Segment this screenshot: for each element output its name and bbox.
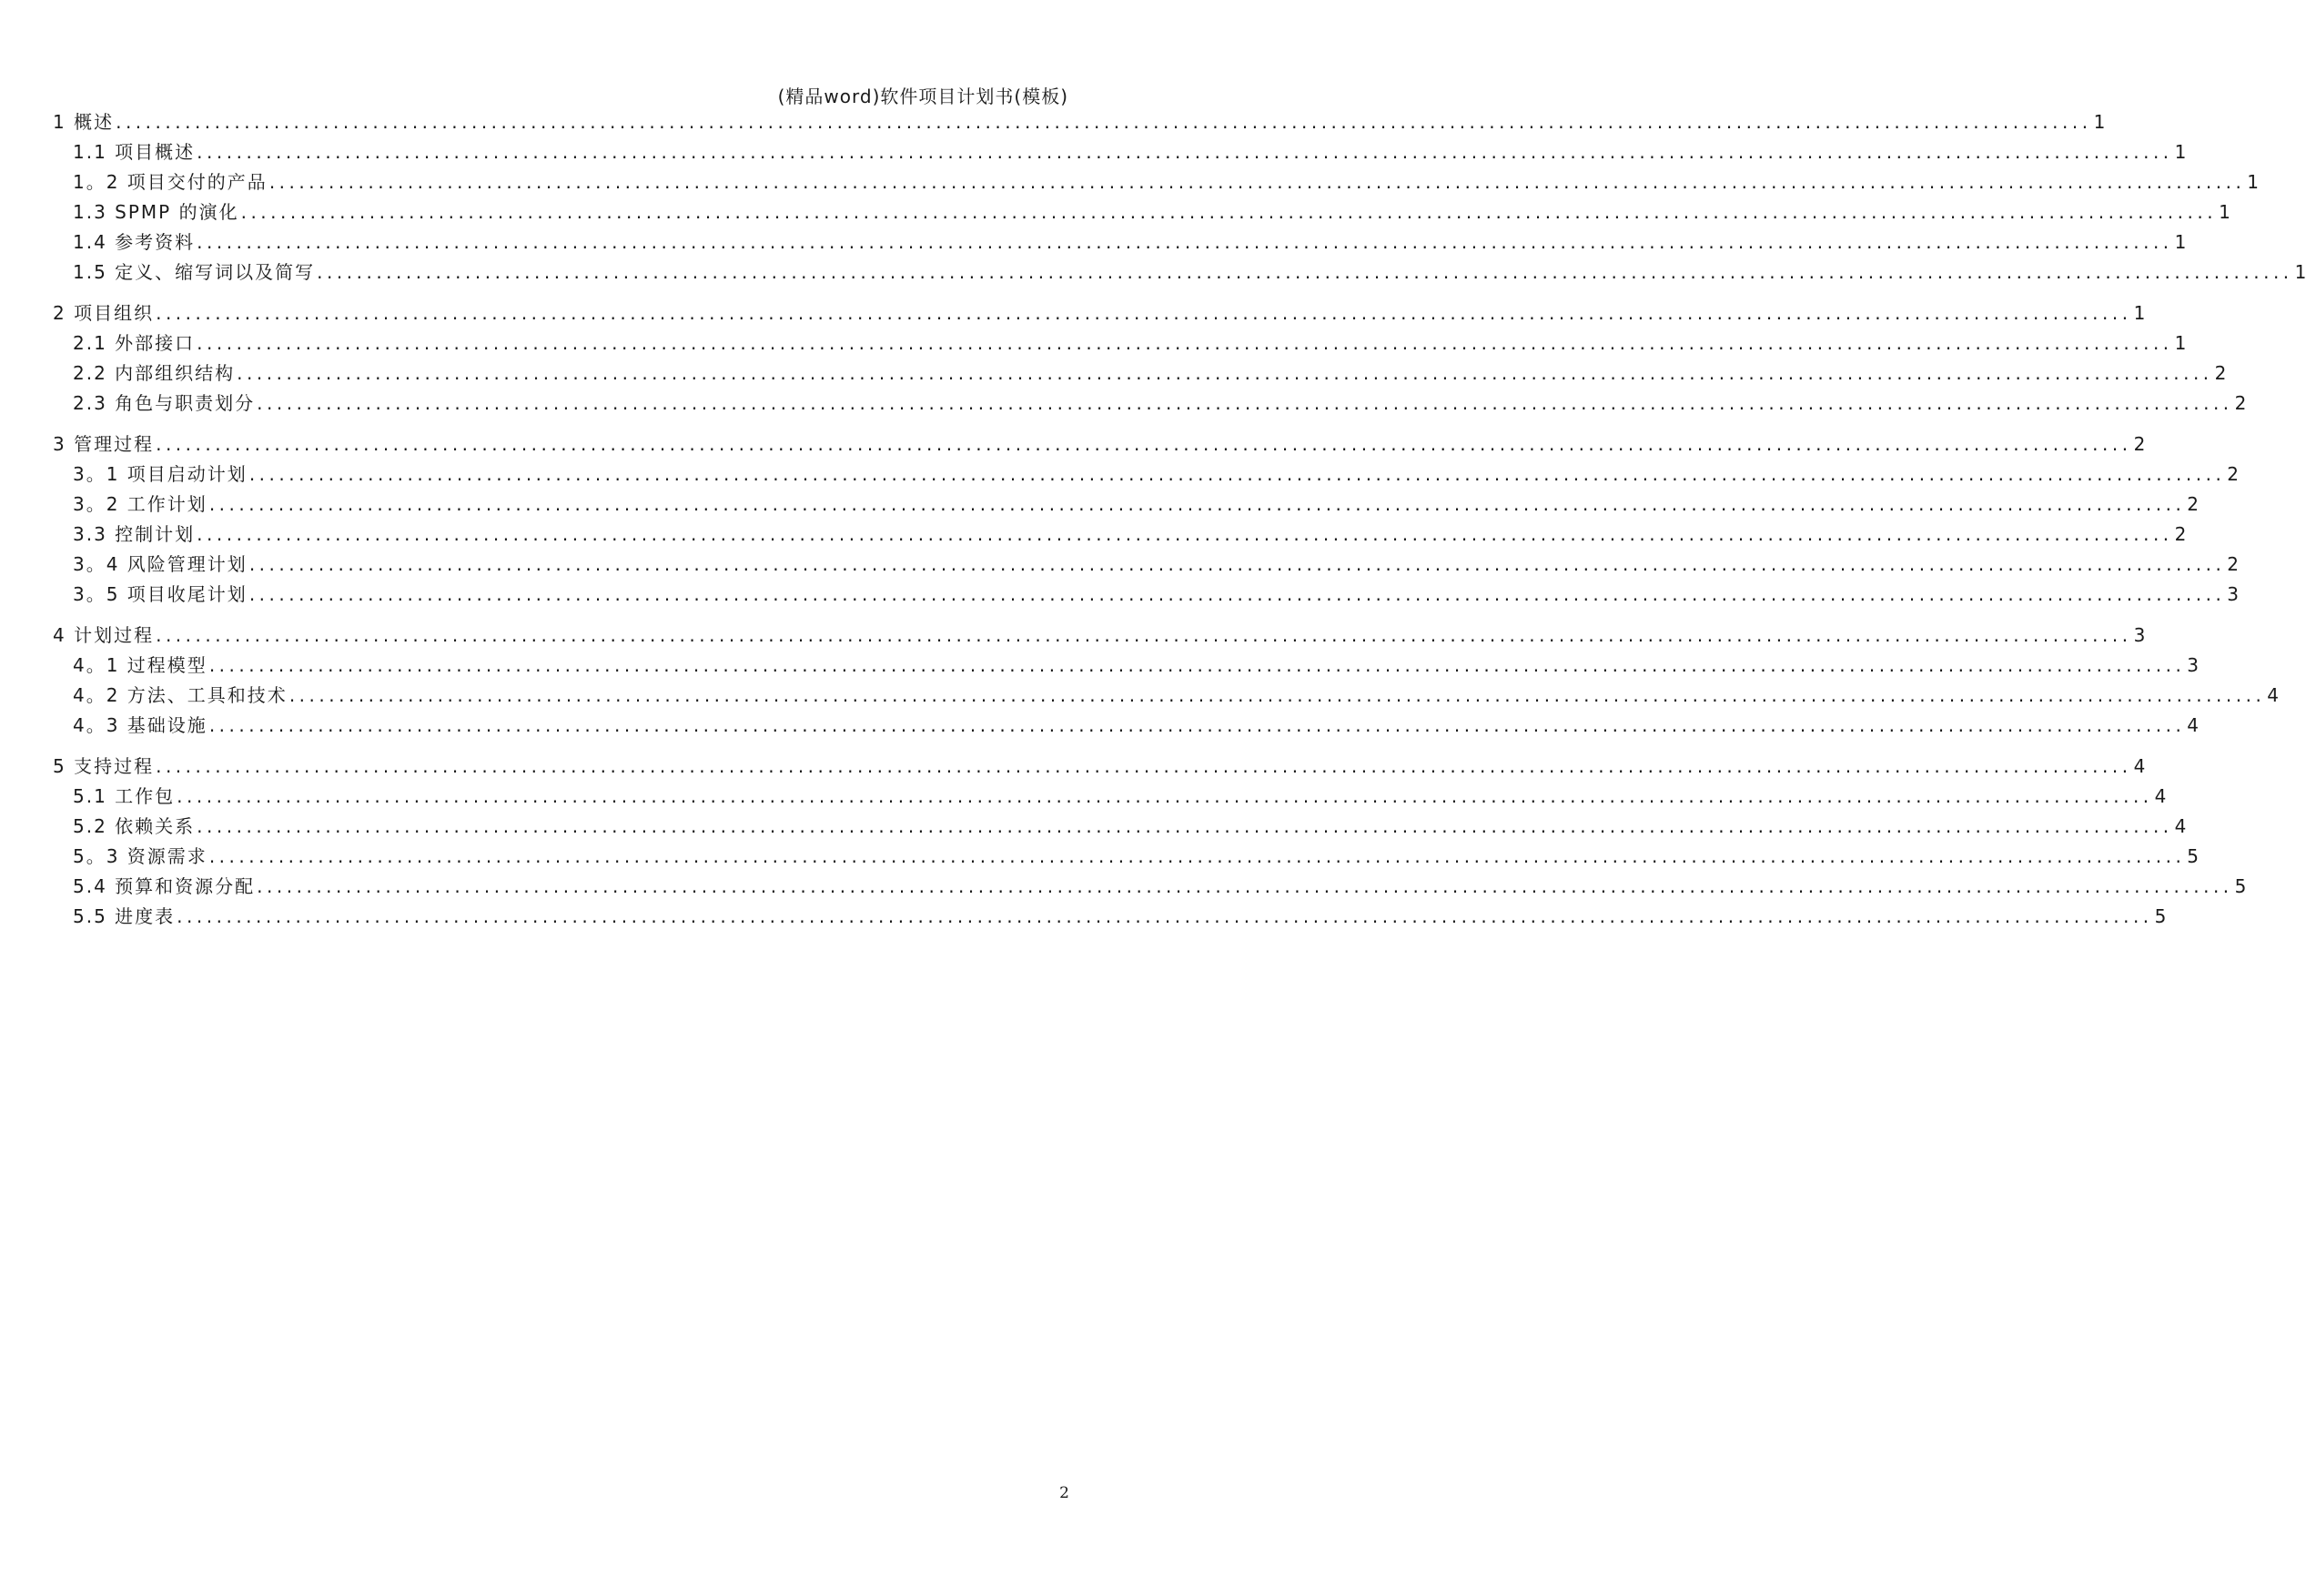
toc-dot-leader: ........................................................................................................................................................................................................ [248,463,2226,485]
toc-entry[interactable] [53,902,2167,932]
toc-dot-leader: ........................................................................................................................................................................................................ [240,201,2218,223]
toc-entry-page: 4 [2187,714,2200,736]
toc-entry-page: 2 [2234,392,2247,414]
toc-entry-page: 2 [2214,362,2227,384]
toc-entry-title: 5。3 资源需求 [73,845,207,867]
toc-entry-title: 5.4 预算和资源分配 [73,875,256,897]
toc-dot-leader: ........................................................................................................................................................................................................ [156,433,2132,455]
toc-entry[interactable] [53,429,2146,460]
toc-entry-title: 1.1 项目概述 [73,141,196,163]
toc-dot-leader: ........................................................................................................................................................................................................ [197,141,2173,163]
toc-entry-page: 1 [2133,302,2146,324]
toc-entry-page: 1 [2174,231,2187,253]
toc-dot-leader: ........................................................................................................................................................................................................ [288,684,2266,706]
toc-entry-page: 4 [2267,684,2280,706]
toc-entry-page: 3 [2187,654,2200,676]
toc-dot-leader: ........................................................................................................................................................................................................ [156,755,2132,777]
toc-entry-title: 2.3 角色与职责划分 [73,392,256,414]
toc-dot-leader: ........................................................................................................................................................................................................ [268,171,2246,193]
toc-entry-title: 5 支持过程 [53,755,155,777]
toc-entry-title: 1.5 定义、缩写词以及简写 [73,261,316,283]
toc-entry[interactable] [53,137,2187,167]
toc-dot-leader: ........................................................................................................................................................................................................ [208,845,2186,867]
toc-dot-leader: ........................................................................................................................................................................................................ [197,523,2173,545]
toc-entry[interactable] [53,197,2230,227]
toc-entry-page: 5 [2234,875,2247,897]
toc-entry[interactable] [53,812,2187,842]
toc-entry[interactable] [53,328,2187,359]
toc-dot-leader: ........................................................................................................................................................................................................ [177,785,2153,807]
toc-dot-leader: ........................................................................................................................................................................................................ [177,905,2153,927]
toc-entry[interactable] [53,107,2106,137]
toc-dot-leader: ........................................................................................................................................................................................................ [116,111,2092,133]
toc-entry[interactable] [53,520,2187,550]
toc-entry[interactable] [53,167,2260,197]
toc-entry-page: 5 [2154,905,2167,927]
toc-entry-page: 3 [2227,583,2240,605]
toc-entry[interactable] [53,258,2306,288]
toc-entry[interactable] [53,298,2146,328]
toc-entry-page: 4 [2133,755,2146,777]
toc-entry[interactable] [53,359,2227,389]
toc-entry-page: 4 [2174,815,2187,837]
toc-entry-page: 4 [2154,785,2167,807]
toc-entry[interactable] [53,681,2280,711]
toc-entry-page: 1 [2174,332,2187,354]
toc-entry-page: 2 [2187,493,2200,515]
toc-dot-leader: ........................................................................................................................................................................................................ [237,362,2213,384]
toc-entry-page: 1 [2294,261,2306,283]
toc-entry-page: 2 [2133,433,2146,455]
toc-entry-page: 2 [2227,463,2240,485]
toc-entry-title: 3 管理过程 [53,433,155,455]
page-header-title: (精品word)软件项目计划书(模板) [777,86,1068,107]
toc-dot-leader: ........................................................................................................................................................................................................ [257,392,2233,414]
toc-entry-page: 5 [2187,845,2200,867]
toc-entry-title: 5.1 工作包 [73,785,176,807]
toc-entry-title: 3。1 项目启动计划 [73,463,248,485]
toc-dot-leader: ........................................................................................................................................................................................................ [197,815,2173,837]
toc-entry-title: 1.4 参考资料 [73,231,196,253]
toc-entry-page: 2 [2227,553,2240,575]
toc-dot-leader: ........................................................................................................................................................................................................ [156,302,2132,324]
toc-dot-leader: ........................................................................................................................................................................................................ [156,624,2132,646]
toc-entry[interactable] [53,651,2200,681]
toc-entry-title: 3.3 控制计划 [73,523,196,545]
toc-dot-leader: ........................................................................................................................................................................................................ [208,493,2186,515]
toc-entry-title: 3。5 项目收尾计划 [73,583,248,605]
page-number: 2 [1059,1484,1069,1502]
toc-entry[interactable] [53,872,2247,902]
toc-entry-title: 4 计划过程 [53,624,155,646]
toc-entry[interactable] [53,389,2247,419]
toc-entry-page: 1 [2174,141,2187,163]
toc-entry-title: 1 概述 [53,111,115,133]
toc-entry-page: 1 [2247,171,2260,193]
toc-entry[interactable] [53,227,2187,258]
toc-entry[interactable] [53,711,2200,741]
toc-dot-leader: ........................................................................................................................................................................................................ [208,654,2186,676]
toc-entry-title: 4。3 基础设施 [73,714,207,736]
toc-entry[interactable] [53,752,2146,782]
toc-entry-title: 1。2 项目交付的产品 [73,171,268,193]
toc-entry[interactable] [53,782,2167,812]
toc-entry-title: 5.2 依赖关系 [73,815,196,837]
toc-dot-leader: ........................................................................................................................................................................................................ [197,332,2173,354]
toc-dot-leader: ........................................................................................................................................................................................................ [208,714,2186,736]
toc-entry-title: 2.2 内部组织结构 [73,362,236,384]
toc-entry-title: 1.3 SPMP 的演化 [73,201,239,223]
toc-entry-title: 3。2 工作计划 [73,493,207,515]
toc-entry-title: 3。4 风险管理计划 [73,553,248,575]
toc-entry-page: 1 [2093,111,2106,133]
toc-entry[interactable] [53,490,2200,520]
toc-entry[interactable] [53,550,2240,580]
toc-entry-title: 2.1 外部接口 [73,332,196,354]
toc-entry-page: 2 [2174,523,2187,545]
toc-entry-title: 4。1 过程模型 [73,654,207,676]
toc-entry-title: 5.5 进度表 [73,905,176,927]
toc-entry[interactable] [53,621,2146,651]
toc-entry[interactable] [53,460,2240,490]
toc-dot-leader: ........................................................................................................................................................................................................ [248,553,2226,575]
toc-dot-leader: ........................................................................................................................................................................................................ [257,875,2233,897]
toc-dot-leader: ........................................................................................................................................................................................................ [197,231,2173,253]
toc-dot-leader: ........................................................................................................................................................................................................ [248,583,2226,605]
toc-entry-title: 4。2 方法、工具和技术 [73,684,288,706]
toc-entry[interactable] [53,580,2240,610]
table-of-contents [53,107,2306,932]
toc-entry-page: 1 [2219,201,2230,223]
toc-dot-leader: ........................................................................................................................................................................................................ [317,261,2293,283]
toc-entry[interactable] [53,842,2200,872]
toc-entry-title: 2 项目组织 [53,302,155,324]
toc-entry-page: 3 [2133,624,2146,646]
